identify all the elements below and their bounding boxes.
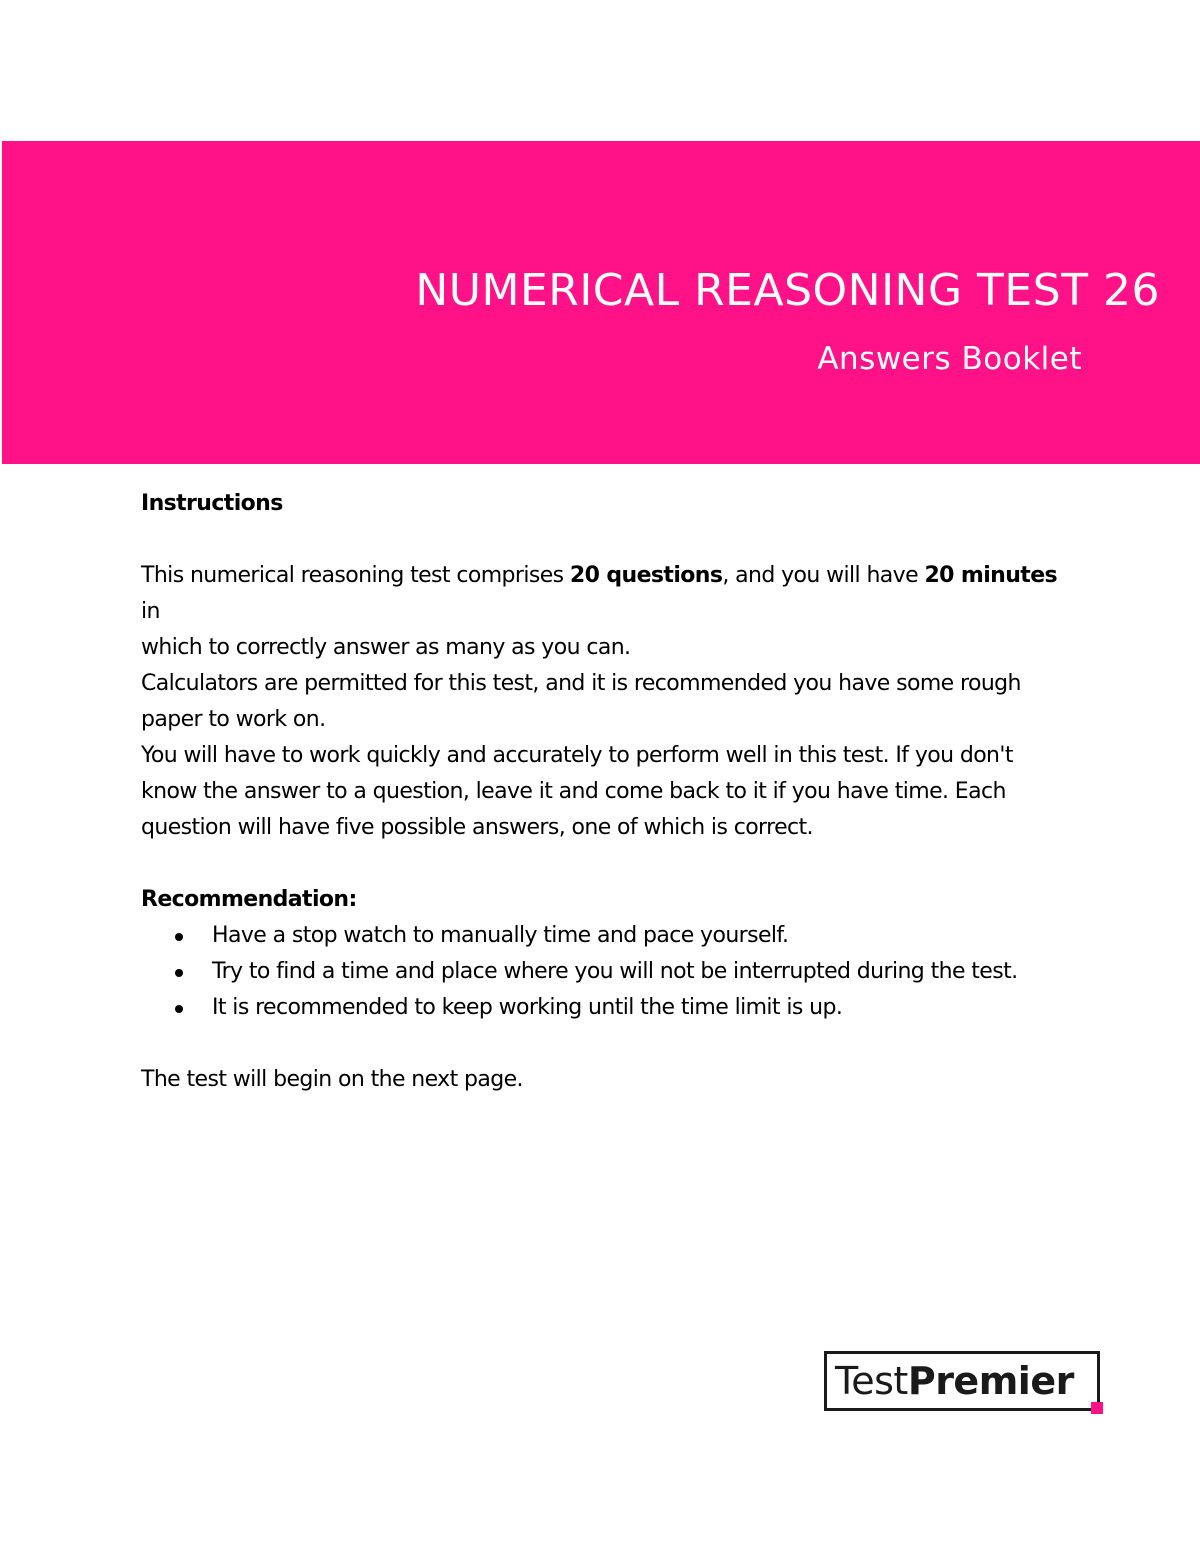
time-limit: 20 minutes	[924, 563, 1058, 588]
text-run: This numerical reasoning test comprises	[141, 563, 570, 588]
header-banner	[2, 141, 1200, 464]
document-body	[141, 486, 1081, 1098]
bullet-icon	[175, 1005, 183, 1013]
spacer	[141, 522, 1081, 558]
recommendation-heading: Recommendation:	[141, 887, 357, 912]
instructions-line-2: which to correctly answer as many as you can.	[141, 635, 631, 660]
list-item	[141, 918, 1081, 954]
logo-word-premier: Premier	[907, 1359, 1074, 1403]
calculator-line-2: paper to work on.	[141, 707, 326, 732]
list-item	[141, 990, 1081, 1026]
recommendation-list	[141, 918, 1081, 1026]
work-line-1: You will have to work quickly and accurately to perform well in this test. If you don't	[141, 743, 1013, 768]
logo-word-test: Test	[835, 1359, 908, 1403]
document-subtitle: Answers Booklet	[817, 341, 1082, 377]
closing-text: The test will begin on the next page.	[141, 1067, 523, 1092]
text-run: in	[141, 599, 160, 624]
instructions-line-1	[141, 558, 1081, 630]
logo-accent-square	[1091, 1402, 1103, 1414]
bullet-icon	[175, 933, 183, 941]
calculator-line-1: Calculators are permitted for this test, and it is recommended you have some rough	[141, 671, 1021, 696]
list-item-text: It is recommended to keep working until the time limit is up.	[212, 995, 843, 1020]
list-item-text: Try to find a time and place where you will not be interrupted during the test.	[212, 959, 1018, 984]
bullet-icon	[175, 969, 183, 977]
questions-count: 20 questions	[569, 563, 723, 588]
testpremier-logo	[824, 1351, 1100, 1411]
spacer	[141, 1026, 1081, 1062]
instructions-heading: Instructions	[141, 491, 283, 516]
logo-wordmark	[835, 1358, 1074, 1404]
spacer	[141, 846, 1081, 882]
work-line-3: question will have five possible answers, one of which is correct.	[141, 815, 813, 840]
list-item	[141, 954, 1081, 990]
list-item-text: Have a stop watch to manually time and pace yourself.	[212, 923, 789, 948]
text-run: , and you will have	[722, 563, 925, 588]
work-line-2: know the answer to a question, leave it and come back to it if you have time. Each	[141, 779, 1006, 804]
document-title: NUMERICAL REASONING TEST 26	[415, 265, 1160, 316]
